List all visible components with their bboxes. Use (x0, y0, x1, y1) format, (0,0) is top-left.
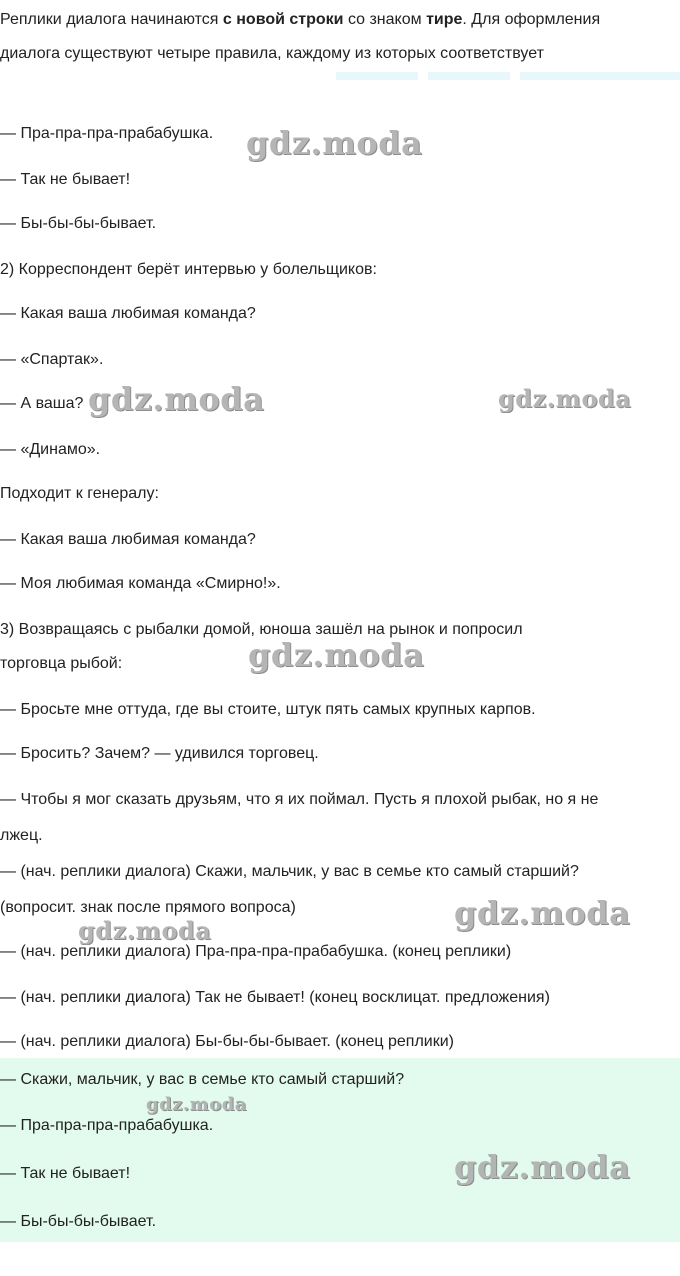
task-heading: торговца рыбой: (0, 655, 123, 672)
watermark-logo: gdz.moda (78, 916, 212, 945)
watermark-logo: gdz.moda (248, 636, 425, 674)
dialogue-line: — Так не бывает! (0, 171, 131, 188)
explanation-line: — (нач. реплики диалога) Скажи, мальчик, у вас в семье кто самый старший? (0, 863, 579, 880)
intro-line-2 (0, 44, 676, 64)
explanation-line: — (нач. реплики диалога) Пра-пра-пра-прабабушка. (конец реплики) (0, 943, 512, 960)
dialogue-line: — Какая ваша любимая команда? (0, 531, 256, 548)
dialogue-line: — Бы-бы-бы-бывает. (0, 215, 157, 232)
intro-line-1 (0, 10, 676, 30)
dialogue-line: лжец. (0, 827, 43, 844)
answer-line: — Так не бывает! (0, 1165, 131, 1182)
intro-text: диалога существуют четыре правила, каждому из которых соответствует (0, 45, 544, 62)
dialogue-line: — «Динамо». (0, 441, 101, 458)
watermark-logo: gdz.moda (246, 124, 423, 162)
intro-bold-new-line: с новой строки (222, 11, 344, 28)
scroll-highlight-bar (336, 72, 418, 80)
answer-line: — Бы-бы-бы-бывает. (0, 1213, 157, 1230)
dialogue-line: — Моя любимая команда «Смирно!». (0, 575, 281, 592)
scroll-highlight-bar (428, 72, 510, 80)
intro-text: со знаком (343, 11, 427, 28)
dialogue-line: — Бросьте мне оттуда, где вы стоите, штук пять самых крупных карпов. (0, 701, 536, 718)
watermark-logo: gdz.moda (454, 1148, 631, 1186)
task-heading: 2) Корреспондент берёт интервью у болельщиков: (0, 261, 377, 278)
answer-line: — Скажи, мальчик, у вас в семье кто самый старший? (0, 1071, 405, 1088)
dialogue-line: — Какая ваша любимая команда? (0, 305, 256, 322)
watermark-logo: gdz.moda (146, 1094, 247, 1115)
dialogue-line: — «Спартак». (0, 351, 104, 368)
dialogue-line: — А ваша? (0, 395, 84, 412)
intro-text: Реплики диалога начинаются (0, 11, 223, 28)
explanation-line: — (нач. реплики диалога) Так не бывает! (конец восклицат. предложения) (0, 989, 550, 1006)
watermark-logo: gdz.moda (454, 894, 631, 932)
narration-line: Подходит к генералу: (0, 485, 159, 502)
dialogue-line: — Чтобы я мог сказать друзьям, что я их поймал. Пусть я плохой рыбак, но я не (0, 791, 599, 808)
intro-bold-dash: тире (426, 11, 463, 28)
dialogue-line: — Пра-пра-пра-прабабушка. (0, 125, 214, 142)
watermark-logo: gdz.moda (88, 380, 265, 418)
dialogue-line: — Бросить? Зачем? — удивился торговец. (0, 745, 319, 762)
task-heading: 3) Возвращаясь с рыбалки домой, юноша зашёл на рынок и попросил (0, 621, 523, 638)
explanation-line: (вопросит. знак после прямого вопроса) (0, 899, 296, 916)
scroll-highlight-bar (520, 72, 680, 80)
intro-text: . Для оформления (462, 11, 601, 28)
answer-line: — Пра-пра-пра-прабабушка. (0, 1117, 214, 1134)
explanation-line: — (нач. реплики диалога) Бы-бы-бы-бывает. (конец реплики) (0, 1033, 454, 1050)
watermark-logo: gdz.moda (498, 384, 632, 413)
